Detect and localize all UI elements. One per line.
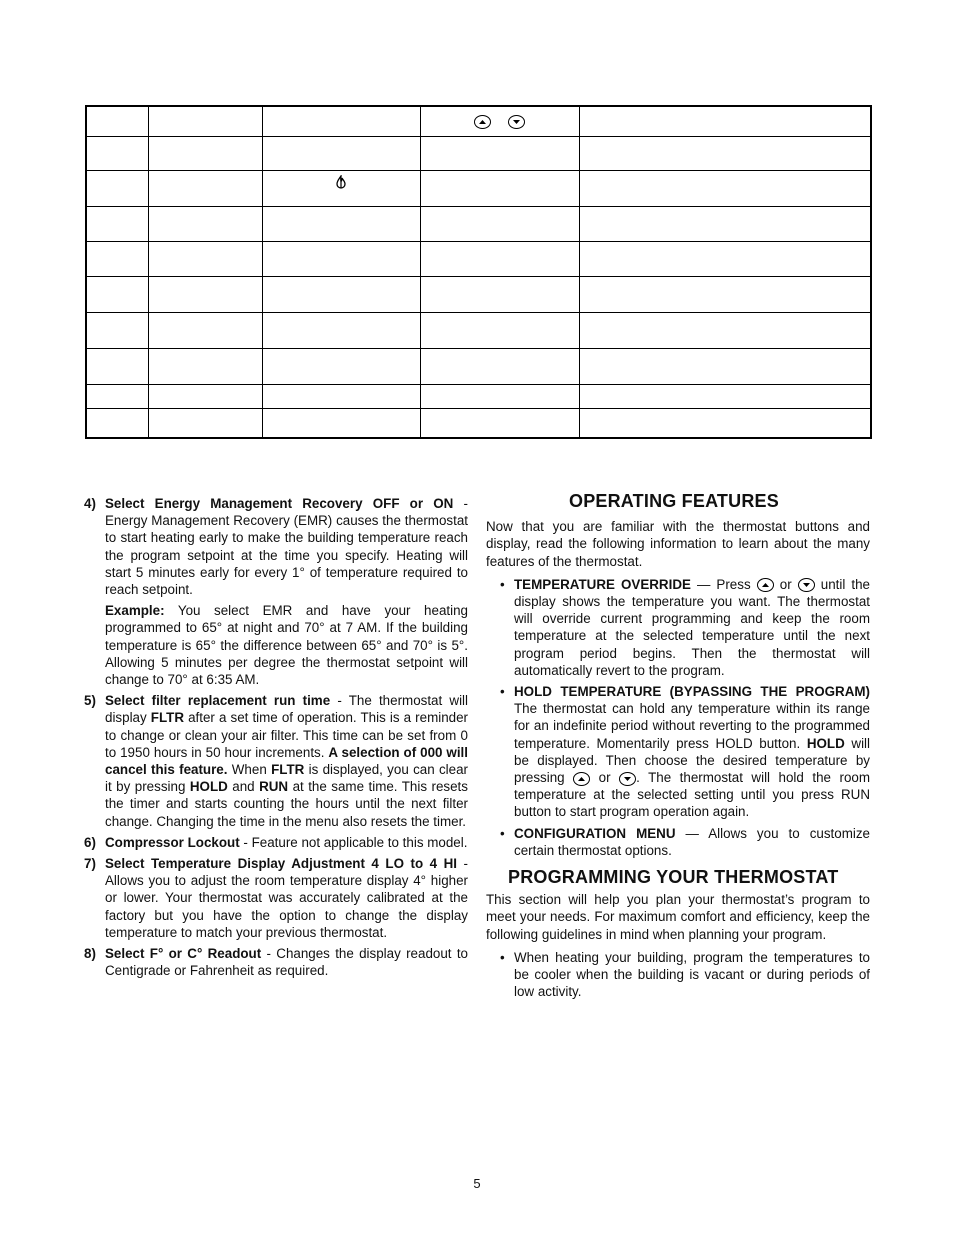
item-number: 5) <box>84 693 96 709</box>
table-cell <box>86 276 148 312</box>
table-row <box>86 384 871 408</box>
table-cell <box>420 206 579 241</box>
table-row <box>86 170 871 206</box>
item-text <box>105 945 468 979</box>
example-text: You select EMR and have your heating programmed to 65° at night and 70° at 7 AM. If the building temperature is 65° the difference between 65° and 70° is 5°. Allowing 5 minutes per degree the thermostat setpoint will change to 70° at 6:35 AM. <box>105 603 468 688</box>
table-row <box>86 312 871 348</box>
table-cell <box>262 136 420 170</box>
up-arrow-button-icon <box>474 115 491 129</box>
run-label: RUN <box>259 779 289 795</box>
up-arrow-button-icon <box>757 578 774 592</box>
table-cell <box>579 348 871 384</box>
item-body: - Changes the display readout to Centigrade or Fahrenheit as required. <box>105 946 468 979</box>
table-row <box>86 106 871 136</box>
table-cell <box>420 106 579 136</box>
table-cell <box>579 384 871 408</box>
table-cell <box>148 384 262 408</box>
table-row <box>86 348 871 384</box>
table-cell <box>262 408 420 438</box>
page-number: 5 <box>473 1176 481 1191</box>
item-title: Select filter replacement run time <box>105 693 331 709</box>
hold-label: HOLD <box>806 735 845 751</box>
table-cell <box>420 312 579 348</box>
table-row <box>86 408 871 438</box>
table-cell <box>148 170 262 206</box>
table-cell <box>420 348 579 384</box>
table-cell <box>86 408 148 438</box>
table-cell <box>86 312 148 348</box>
item-body: after a set time of operation. This is a reminder to change or clean your air filter. This time can be set from 0 to 1950 hours in 50 hour increments. <box>105 710 469 760</box>
fltr-label: FLTR <box>150 710 184 726</box>
item-text <box>105 855 468 941</box>
table-cell <box>86 136 148 170</box>
table-cell <box>86 170 148 206</box>
down-arrow-button-icon <box>798 578 815 592</box>
bullet-body: — Allows you to customize certain thermostat options. <box>514 825 870 858</box>
table-cell <box>148 276 262 312</box>
table-cell <box>86 348 148 384</box>
list-item-readout <box>84 945 468 979</box>
bullet-heating-guideline <box>500 949 870 1001</box>
item-number: 4) <box>84 496 96 511</box>
item-body: - The thermostat will display <box>105 693 468 726</box>
table-cell <box>262 170 420 206</box>
bullet-title: TEMPERATURE OVERRIDE <box>514 576 691 592</box>
bullet-dot: • <box>500 949 505 965</box>
table-cell <box>579 408 871 438</box>
table-cell <box>579 170 871 206</box>
table-cell <box>262 276 420 312</box>
list-item-emr <box>84 495 468 598</box>
item-text <box>105 692 468 830</box>
down-arrow-button-icon <box>508 115 525 129</box>
bullet-dot: • <box>500 825 505 841</box>
table-cell <box>148 206 262 241</box>
table-cell <box>86 384 148 408</box>
list-item-compressor <box>84 834 468 851</box>
cancel-note: A selection of 000 will cancel this feature. <box>105 744 468 778</box>
item-number: 8) <box>84 946 96 962</box>
bullet-text <box>514 825 870 859</box>
flame-icon <box>336 175 346 189</box>
left-column <box>84 495 468 983</box>
table-cell <box>148 312 262 348</box>
table-cell <box>86 241 148 276</box>
table-cell <box>420 276 579 312</box>
up-arrow-button-icon <box>573 772 590 786</box>
table-cell <box>579 136 871 170</box>
programming-intro: This section will help you plan your thermostat’s program to meet your needs. For maximum comfort and efficiency, keep the following guidelines in mind when planning your program. <box>486 892 870 942</box>
table-cell <box>579 276 871 312</box>
item-body: - Allows you to adjust the room temperature display 4° higher or lower. Your thermostat was accurately calibrated at the factory but you have the option to change the display temperature to match your previous thermostat. <box>105 856 468 940</box>
programming-heading: PROGRAMMING YOUR THERMOSTAT <box>508 867 839 888</box>
table-row <box>86 136 871 170</box>
table-cell <box>579 106 871 136</box>
bullet-body: will be displayed. Then choose the desired temperature by pressing <box>514 735 870 786</box>
bullet-body: or <box>590 770 620 786</box>
bullet-text <box>514 683 870 821</box>
item-title: Select Temperature Display Adjustment 4 LO to 4 HI <box>105 856 458 872</box>
bullet-text <box>514 576 870 679</box>
list-item-display-adjust <box>84 855 468 941</box>
settings-table-wrapper <box>85 105 870 439</box>
table-cell <box>420 241 579 276</box>
bullet-body: until the display shows the temperature you want. The thermostat will override current programming and keep the room temperature at the selected temperature until the next program period begins. Then the thermostat will automatically revert to the program. <box>514 576 870 678</box>
bullet-hold-temperature <box>500 683 870 821</box>
fltr-label: FLTR <box>271 762 305 778</box>
bullet-text: When heating your building, program the temperatures to be cooler when the building is vacant or during periods of low activity. <box>514 949 870 1000</box>
item-body: is displayed, you can clear it by pressing <box>105 762 468 795</box>
table-cell <box>148 136 262 170</box>
table-cell <box>420 170 579 206</box>
table-cell <box>148 408 262 438</box>
example-label: Example: <box>105 603 165 619</box>
item-number: 7) <box>84 856 96 872</box>
configuration-table <box>85 105 872 439</box>
item-text <box>105 834 468 851</box>
table-cell <box>86 206 148 241</box>
item-body: When <box>227 762 272 778</box>
item-title: Select F° or C° Readout <box>105 946 262 962</box>
hold-label: HOLD <box>189 779 228 795</box>
table-row <box>86 276 871 312</box>
table-cell <box>579 312 871 348</box>
item-body: - Feature not applicable to this model. <box>239 834 468 850</box>
bullet-configuration-menu <box>500 825 870 859</box>
table-cell <box>262 206 420 241</box>
table-cell <box>262 241 420 276</box>
table-cell <box>420 408 579 438</box>
table-cell <box>579 241 871 276</box>
table-cell <box>420 384 579 408</box>
table-cell <box>148 106 262 136</box>
bullet-dot: • <box>500 576 505 592</box>
table-cell <box>262 106 420 136</box>
bullet-title: HOLD TEMPERATURE (BYPASSING THE PROGRAM) <box>514 684 870 700</box>
right-column <box>486 493 870 1004</box>
bullet-body: or <box>773 576 798 592</box>
bullet-body: The thermostat can hold any temperature within its range for an indefinite period without reverting to the programmed temperature. Momentarily press HOLD button. <box>514 701 870 751</box>
item-body: - Energy Management Recovery (EMR) causes the thermostat to start heating early to make the building temperature reach the program setpoint at the time you specify. Heating will start 5 minutes early for every 1° of temperature required to reach setpoint. <box>105 496 468 598</box>
item-text <box>105 495 468 598</box>
bullet-dot: • <box>500 684 505 700</box>
item-number: 6) <box>84 834 96 850</box>
table-row <box>86 241 871 276</box>
operating-features-heading: OPERATING FEATURES <box>569 491 779 511</box>
table-row <box>86 206 871 241</box>
bullet-body: — Press <box>690 576 757 592</box>
bullet-temperature-override <box>500 576 870 679</box>
bullet-body: . The thermostat will hold the room temperature at the selected setting until you press RUN button to start program operation again. <box>514 770 870 820</box>
item-body: at the same time. This resets the timer and starts counting the hours until the next filter change. Changing the time in the menu also resets the timer. <box>105 779 468 829</box>
table-cell <box>148 241 262 276</box>
table-cell <box>262 348 420 384</box>
operating-intro: Now that you are familiar with the thermostat buttons and display, read the following information to learn about the many features of the thermostat. <box>486 519 870 569</box>
item-body: and <box>227 779 260 795</box>
item-title: Select Energy Management Recovery OFF or ON <box>105 496 454 511</box>
example-paragraph <box>105 602 468 688</box>
table-cell <box>420 136 579 170</box>
down-arrow-button-icon <box>619 772 636 786</box>
bullet-title: CONFIGURATION MENU <box>514 825 676 841</box>
table-cell <box>262 312 420 348</box>
item-title: Compressor Lockout <box>105 834 240 850</box>
table-cell <box>579 206 871 241</box>
table-cell <box>148 348 262 384</box>
table-cell <box>86 106 148 136</box>
list-item-filter <box>84 692 468 830</box>
table-cell <box>262 384 420 408</box>
